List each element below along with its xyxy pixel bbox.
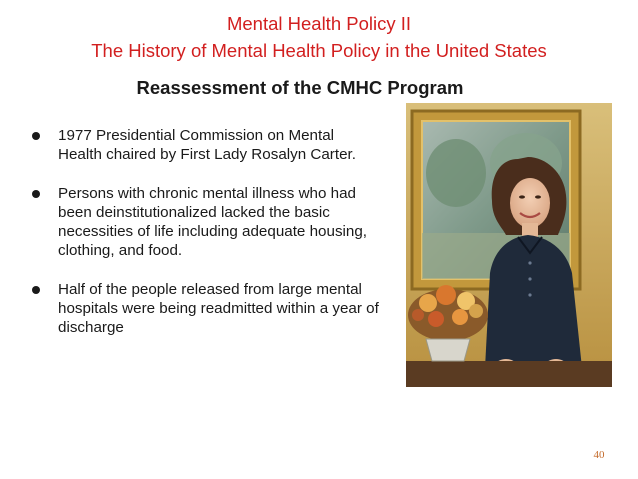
- bullet-text: Persons with chronic mental illness who had been deinstitutionalized lacked the basic necessities of life including adequate housing, clothing, and food.: [58, 185, 368, 259]
- page-number: 40: [593, 449, 605, 461]
- bullet-item: [32, 126, 382, 164]
- slide-title-line-2: The History of Mental Health Policy in the United States: [91, 40, 547, 61]
- slide-subtitle: Reassessment of the CMHC Program: [136, 77, 464, 98]
- bullet-item: [32, 184, 382, 260]
- slide-title-line-1: Mental Health Policy II: [226, 13, 412, 34]
- bullet-dot-icon: [32, 190, 40, 198]
- bullet-item: [32, 280, 382, 337]
- bullet-text: Half of the people released from large mental hospitals were being readmitted within a year of discharge: [58, 281, 379, 336]
- bullet-list: [32, 126, 382, 357]
- bullet-dot-icon: [32, 132, 40, 140]
- bullet-dot-icon: [32, 286, 40, 294]
- portrait-photo: [406, 103, 612, 387]
- bullet-text: 1977 Presidential Commission on Mental Health chaired by First Lady Rosalyn Carter.: [58, 127, 356, 163]
